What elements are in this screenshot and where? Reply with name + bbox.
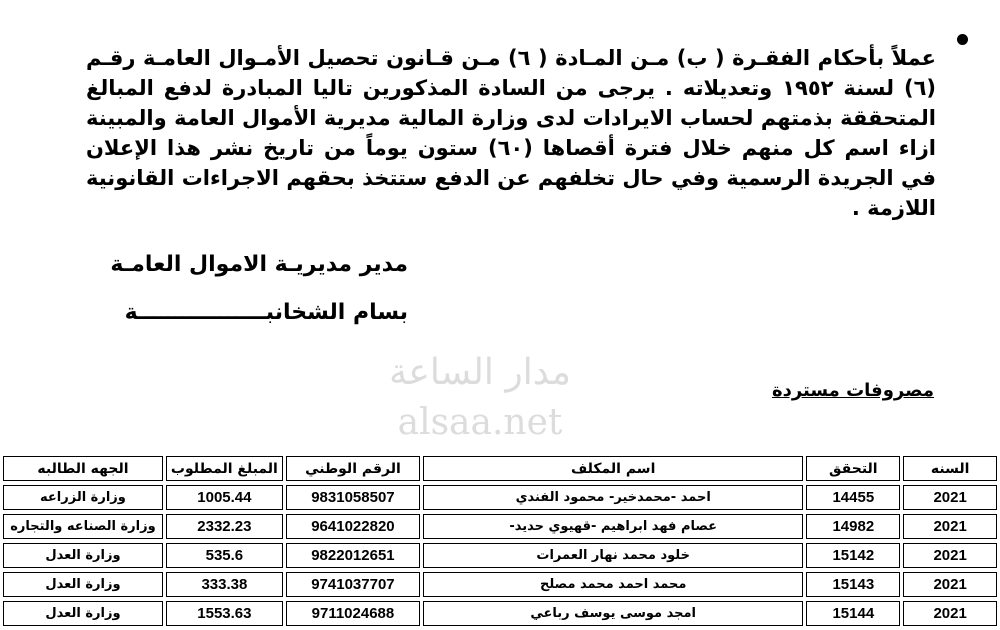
table-row bbox=[3, 601, 997, 626]
cell-name: امجد موسى يوسف رباعي bbox=[423, 601, 803, 626]
header-year: السنه bbox=[903, 456, 997, 481]
notice-paragraph: عملاً بأحكام الفقـرة ( ب) مـن المـادة ( ٦) مـن قـانون تحصيل الأمـوال العامـة رقـم (٦) لسنة ١٩٥٢ وتعديلاته . يرجى من السادة المذكورين تاليا المبادرة لدفع المبالغ المتحققة بذمتهم لحساب الايرادات لدى وزارة المالية مديرية الأموال العامة والمبينة ازاء اسم كل منهم خلال فترة أقصاها (٦٠) ستون يوماً من تاريخ نشر هذا الإعلان في الجريدة الرسمية وفي حال تخلفهم عن الدفع ستتخذ بحقهم الاجراءات القانونية اللازمة . bbox=[86, 46, 937, 220]
cell-national-id: 9831058507 bbox=[286, 485, 420, 510]
watermark-arabic: مدار الساعة bbox=[389, 352, 571, 393]
cell-amount: 1005.44 bbox=[166, 485, 283, 510]
header-name: اسم المكلف bbox=[423, 456, 803, 481]
cell-national-id: 9741037707 bbox=[286, 572, 420, 597]
signature-title: مدير مديريـة الاموال العامـة bbox=[110, 252, 408, 277]
table-header-row bbox=[3, 456, 997, 481]
cell-year: 2021 bbox=[903, 485, 997, 510]
section-title: مصروفات مستردة bbox=[771, 380, 934, 401]
table-row bbox=[3, 572, 997, 597]
cell-year: 2021 bbox=[903, 543, 997, 568]
cell-ref: 15142 bbox=[806, 543, 900, 568]
header-amount: المبلغ المطلوب bbox=[166, 456, 283, 481]
cell-name: محمد احمد محمد مصلح bbox=[423, 572, 803, 597]
cell-authority: وزارة الزراعه bbox=[3, 485, 163, 510]
refunds-table bbox=[0, 452, 1000, 630]
cell-year: 2021 bbox=[903, 514, 997, 539]
table-row bbox=[3, 514, 997, 539]
cell-authority: وزارة العدل bbox=[3, 601, 163, 626]
signature-name: بسام الشخانبـــــــــــــــــة bbox=[124, 300, 408, 325]
header-national-id: الرقم الوطني bbox=[286, 456, 420, 481]
watermark-latin: alsaa.net bbox=[397, 402, 563, 443]
cell-national-id: 9641022820 bbox=[286, 514, 420, 539]
table-row bbox=[3, 485, 997, 510]
table-row bbox=[3, 543, 997, 568]
cell-name: احمد -محمدخير- محمود الفندي bbox=[423, 485, 803, 510]
cell-amount: 1553.63 bbox=[166, 601, 283, 626]
cell-authority: وزارة العدل bbox=[3, 543, 163, 568]
header-ref: التحقق bbox=[806, 456, 900, 481]
header-authority: الجهه الطالبه bbox=[3, 456, 163, 481]
cell-name: عصام فهد ابراهيم -قهيوي حديد- bbox=[423, 514, 803, 539]
cell-year: 2021 bbox=[903, 601, 997, 626]
cell-amount: 333.38 bbox=[166, 572, 283, 597]
cell-year: 2021 bbox=[903, 572, 997, 597]
cell-ref: 14982 bbox=[806, 514, 900, 539]
cell-name: خلود محمد نهار العمرات bbox=[423, 543, 803, 568]
cell-ref: 15144 bbox=[806, 601, 900, 626]
cell-amount: 535.6 bbox=[166, 543, 283, 568]
cell-ref: 15143 bbox=[806, 572, 900, 597]
cell-national-id: 9711024688 bbox=[286, 601, 420, 626]
cell-authority: وزارة الصناعه والتجاره bbox=[3, 514, 163, 539]
bullet-icon bbox=[957, 34, 968, 45]
cell-amount: 2332.23 bbox=[166, 514, 283, 539]
cell-ref: 14455 bbox=[806, 485, 900, 510]
cell-authority: وزارة العدل bbox=[3, 572, 163, 597]
cell-national-id: 9822012651 bbox=[286, 543, 420, 568]
